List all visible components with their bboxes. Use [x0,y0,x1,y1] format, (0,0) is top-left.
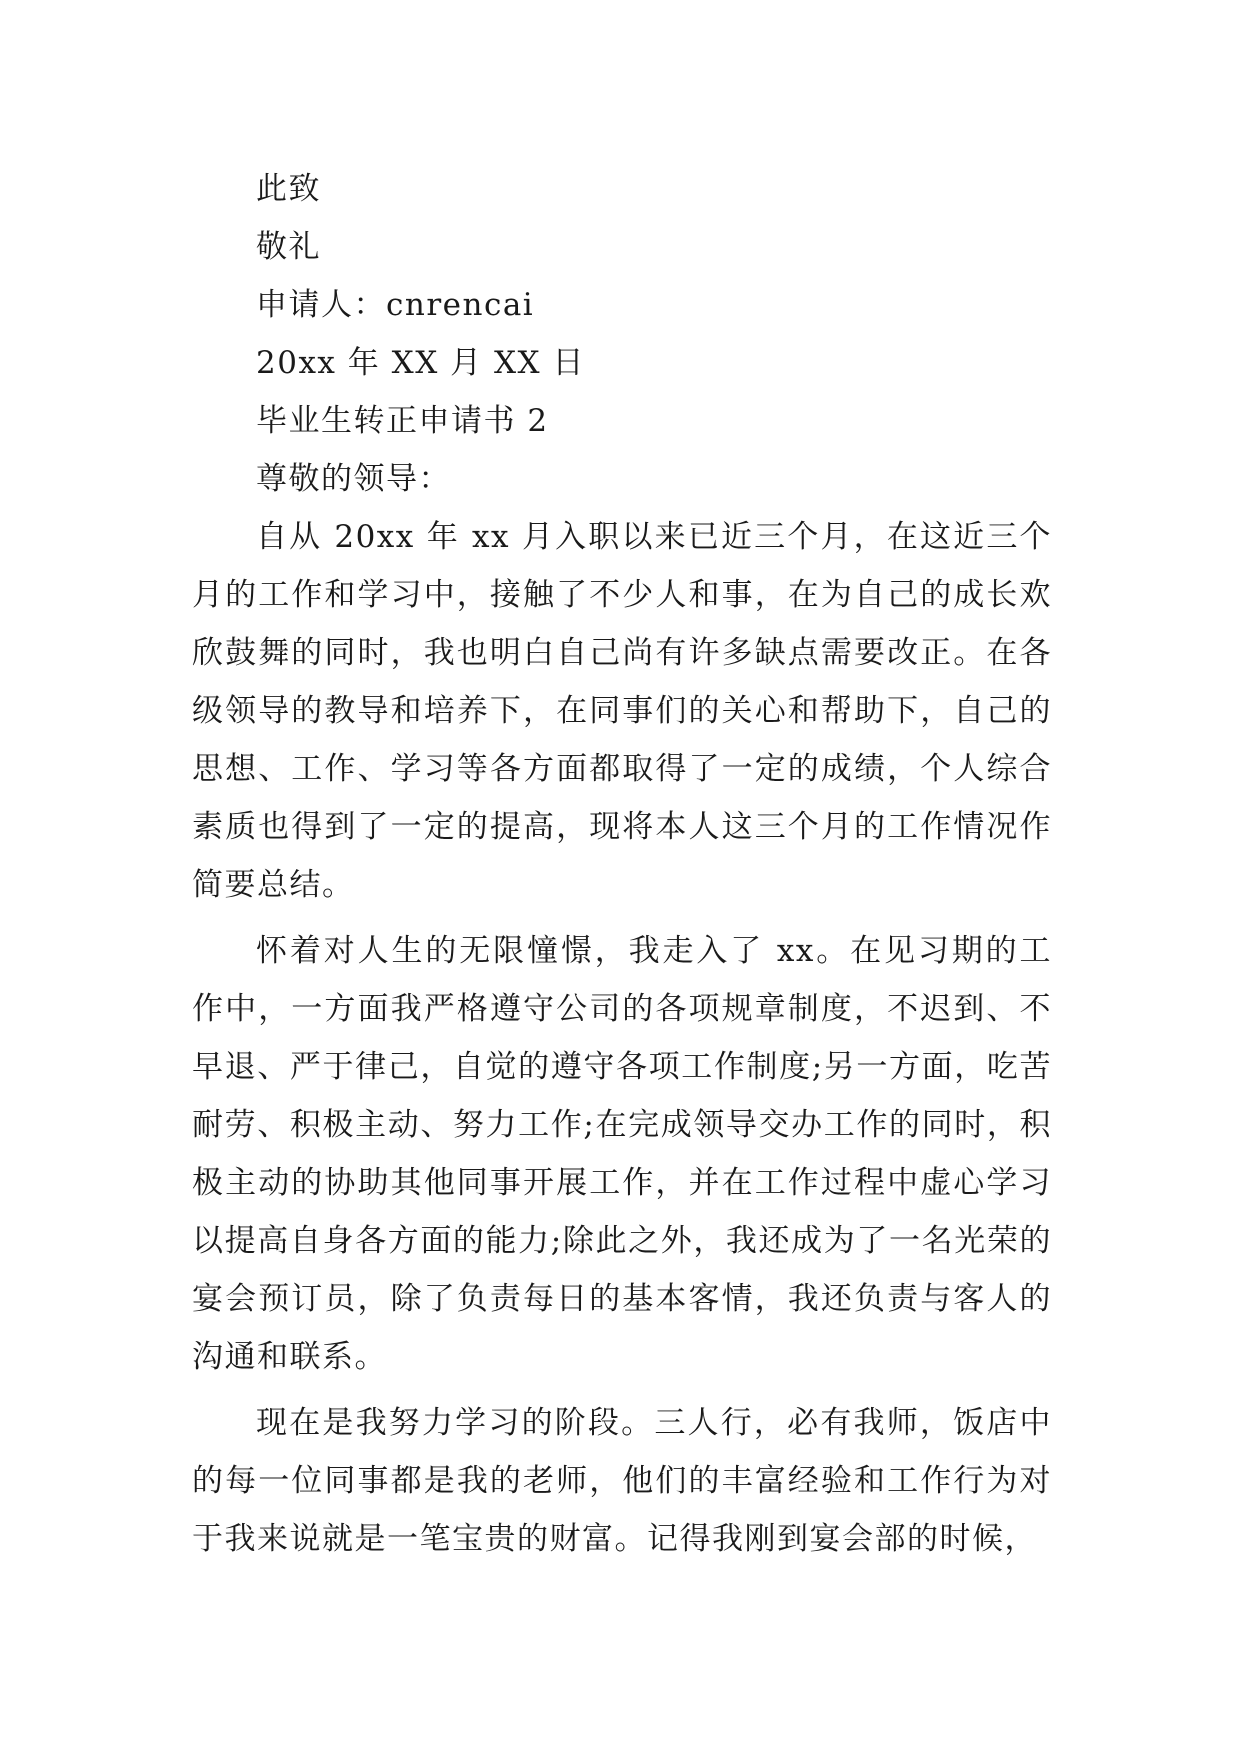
letter-date: 20xx 年 XX 月 XX 日 [256,345,585,381]
section-title: 毕业生转正申请书 2 [256,403,549,439]
greeting: 尊敬的领导： [256,461,451,497]
closing-salutation-2: 敬礼 [256,229,321,265]
body-paragraph-1: 自从 20xx 年 xx 月入职以来已近三个月，在这近三个月的工作和学习中，接触了不少人和事，在为自己的成长欢欣鼓舞的同时，我也明白自己尚有许多缺点需要改正。在各级领导的教导和培养下，在同事们的关心和帮助下，自己的思想、工作、学习等各方面都取得了一定的成绩，个人综合素质也得到了一定的提高，现将本人这三个月的工作情况作简要总结。 [192,519,1052,903]
body-paragraph-2: 怀着对人生的无限憧憬，我走入了 xx。在见习期的工作中，一方面我严格遵守公司的各项规章制度，不迟到、不早退、严于律己，自觉的遵守各项工作制度;另一方面，吃苦耐劳、积极主动、努力工作;在完成领导交办工作的同时，积极主动的协助其他同事开展工作，并在工作过程中虚心学习以提高自身各方面的能力;除此之外，我还成为了一名光荣的宴会预订员，除了负责每日的基本客情，我还负责与客人的沟通和联系。 [192,933,1052,1375]
closing-salutation-1: 此致 [256,171,321,207]
applicant-signature: 申请人：cnrencai [256,287,535,323]
document-body [192,160,1052,1576]
body-paragraph-3: 现在是我努力学习的阶段。三人行，必有我师，饭店中的每一位同事都是我的老师，他们的丰富经验和工作行为对于我来说就是一笔宝贵的财富。记得我刚到宴会部的时候， [192,1405,1052,1557]
